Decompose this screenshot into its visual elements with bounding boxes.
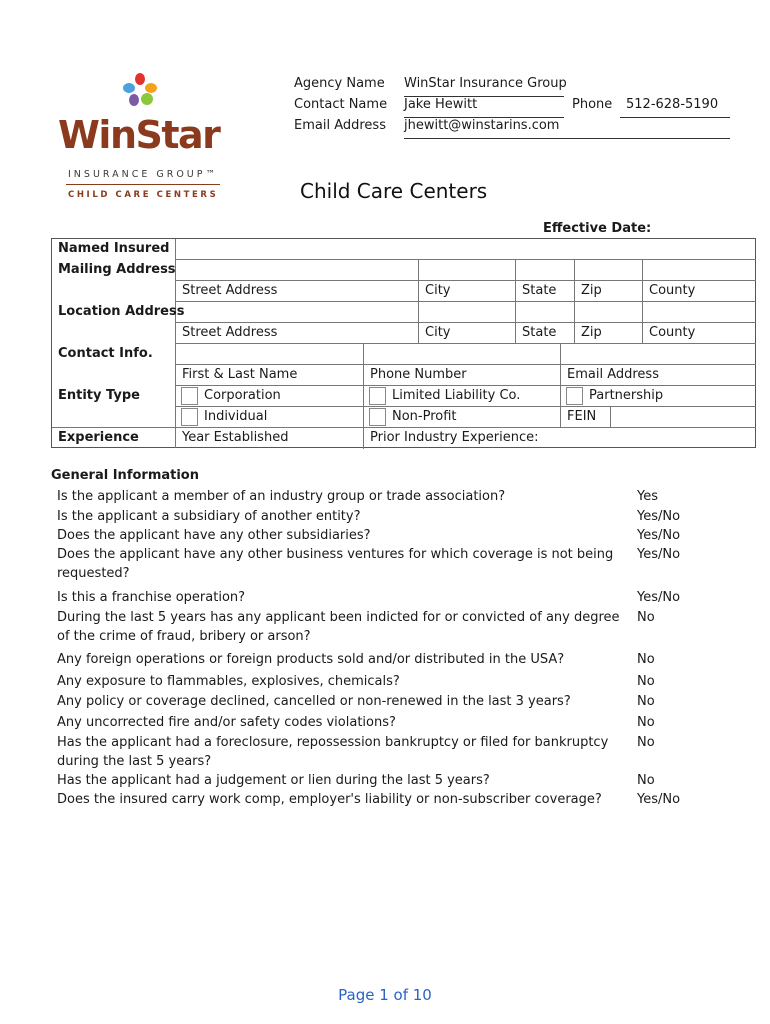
question-text: Has the applicant had a foreclosure, repossession bankruptcy or filed for bankruptcy during the last 5 years? bbox=[57, 735, 609, 769]
question-text: Any uncorrected fire and/or safety codes violations? bbox=[57, 715, 396, 730]
question-answer[interactable]: No bbox=[637, 715, 655, 730]
question-text: Does the applicant have any other business ventures for which coverage is not being requested? bbox=[57, 547, 614, 581]
location-street-caption: Street Address bbox=[182, 325, 278, 340]
location-city-caption: City bbox=[425, 325, 451, 340]
logo-group-line: INSURANCE GROUP™ bbox=[68, 169, 218, 180]
email-value: jhewitt@winstarins.com bbox=[404, 118, 730, 139]
llc-checkbox[interactable] bbox=[369, 387, 386, 405]
page-title: Child Care Centers bbox=[300, 179, 488, 203]
named-insured-label: Named Insured bbox=[58, 241, 170, 256]
agency-name-label: Agency Name bbox=[294, 76, 385, 91]
non-profit-label: Non-Profit bbox=[392, 409, 457, 424]
location-street-field[interactable] bbox=[176, 302, 418, 322]
question-answer[interactable]: No bbox=[637, 694, 655, 709]
question-text: Does the applicant have any other subsidiaries? bbox=[57, 528, 371, 543]
location-city-field[interactable] bbox=[419, 302, 515, 322]
named-insured-field[interactable] bbox=[176, 239, 756, 259]
question-answer[interactable]: Yes/No bbox=[637, 547, 681, 562]
partnership-checkbox[interactable] bbox=[566, 387, 583, 405]
question-text: Does the insured carry work comp, employer's liability or non-subscriber coverage? bbox=[57, 792, 602, 807]
mailing-city-caption: City bbox=[425, 283, 451, 298]
contact-phone-field[interactable] bbox=[364, 344, 560, 364]
llc-label: Limited Liability Co. bbox=[392, 388, 521, 403]
email-address-caption: Email Address bbox=[567, 367, 659, 382]
question-text: Has the applicant had a judgement or lien during the last 5 years? bbox=[57, 773, 490, 788]
mailing-zip-field[interactable] bbox=[575, 260, 642, 280]
location-state-caption: State bbox=[522, 325, 557, 340]
location-state-field[interactable] bbox=[516, 302, 574, 322]
question-answer[interactable]: Yes/No bbox=[637, 792, 681, 807]
location-zip-caption: Zip bbox=[581, 325, 602, 340]
question-answer[interactable]: No bbox=[637, 610, 655, 625]
location-zip-field[interactable] bbox=[575, 302, 642, 322]
experience-label: Experience bbox=[58, 430, 139, 445]
location-address-label: Location Address bbox=[58, 304, 185, 319]
phone-number-caption: Phone Number bbox=[370, 367, 467, 382]
mailing-county-field[interactable] bbox=[643, 260, 756, 280]
logo-rule bbox=[66, 184, 220, 185]
question-answer[interactable]: No bbox=[637, 773, 655, 788]
mailing-city-field[interactable] bbox=[419, 260, 515, 280]
question-text: Is the applicant a member of an industry group or trade association? bbox=[57, 489, 506, 504]
entity-type-label: Entity Type bbox=[58, 388, 140, 403]
mailing-street-field[interactable] bbox=[176, 260, 418, 280]
individual-label: Individual bbox=[204, 409, 268, 424]
email-label: Email Address bbox=[294, 118, 386, 133]
year-established-label: Year Established bbox=[182, 430, 289, 445]
question-answer[interactable]: Yes/No bbox=[637, 509, 681, 524]
logo-wordmark: WinStar bbox=[58, 113, 220, 157]
logo-sub-line: CHILD CARE CENTERS bbox=[68, 190, 219, 200]
partnership-label: Partnership bbox=[589, 388, 664, 403]
question-text: Any policy or coverage declined, cancelled or non-renewed in the last 3 years? bbox=[57, 694, 571, 709]
question-answer[interactable]: No bbox=[637, 735, 655, 750]
location-county-field[interactable] bbox=[643, 302, 756, 322]
mailing-county-caption: County bbox=[649, 283, 696, 298]
contact-name-label: Contact Name bbox=[294, 97, 388, 112]
prior-industry-experience-label: Prior Industry Experience: bbox=[370, 430, 539, 445]
question-text: During the last 5 years has any applicant been indicted for or convicted of any degree of the crime of fraud, bribery or arson? bbox=[57, 610, 620, 644]
applicant-form bbox=[51, 238, 756, 448]
question-answer[interactable]: Yes/No bbox=[637, 528, 681, 543]
mailing-address-label: Mailing Address bbox=[58, 262, 176, 277]
question-answer[interactable]: No bbox=[637, 652, 655, 667]
question-answer[interactable]: No bbox=[637, 674, 655, 689]
general-information-heading: General Information bbox=[51, 468, 199, 483]
individual-checkbox[interactable] bbox=[181, 408, 198, 426]
mailing-street-caption: Street Address bbox=[182, 283, 278, 298]
phone-value: 512-628-5190 bbox=[620, 97, 730, 118]
location-county-caption: County bbox=[649, 325, 696, 340]
winstar-logo bbox=[58, 72, 223, 207]
fein-field[interactable] bbox=[611, 407, 756, 427]
question-text: Is the applicant a subsidiary of another entity? bbox=[57, 509, 361, 524]
mailing-state-caption: State bbox=[522, 283, 557, 298]
question-text: Any foreign operations or foreign products sold and/or distributed in the USA? bbox=[57, 652, 565, 667]
phone-label: Phone bbox=[572, 97, 613, 112]
flower-icon bbox=[120, 72, 160, 110]
agency-name-value: WinStar Insurance Group bbox=[404, 76, 564, 97]
mailing-state-field[interactable] bbox=[516, 260, 574, 280]
contact-info-label: Contact Info. bbox=[58, 346, 153, 361]
contact-name-value: Jake Hewitt bbox=[404, 97, 564, 118]
corporation-label: Corporation bbox=[204, 388, 281, 403]
question-answer[interactable]: Yes bbox=[637, 489, 658, 504]
contact-name-field[interactable] bbox=[176, 344, 363, 364]
corporation-checkbox[interactable] bbox=[181, 387, 198, 405]
non-profit-checkbox[interactable] bbox=[369, 408, 386, 426]
fein-label: FEIN bbox=[567, 409, 597, 424]
question-answer[interactable]: Yes/No bbox=[637, 590, 681, 605]
contact-email-field[interactable] bbox=[561, 344, 756, 364]
question-text: Is this a franchise operation? bbox=[57, 590, 246, 605]
page-number: Page 1 of 10 bbox=[338, 986, 432, 1004]
effective-date-label: Effective Date: bbox=[543, 221, 652, 236]
question-text: Any exposure to flammables, explosives, chemicals? bbox=[57, 674, 400, 689]
mailing-zip-caption: Zip bbox=[581, 283, 602, 298]
first-last-name-caption: First & Last Name bbox=[182, 367, 298, 382]
